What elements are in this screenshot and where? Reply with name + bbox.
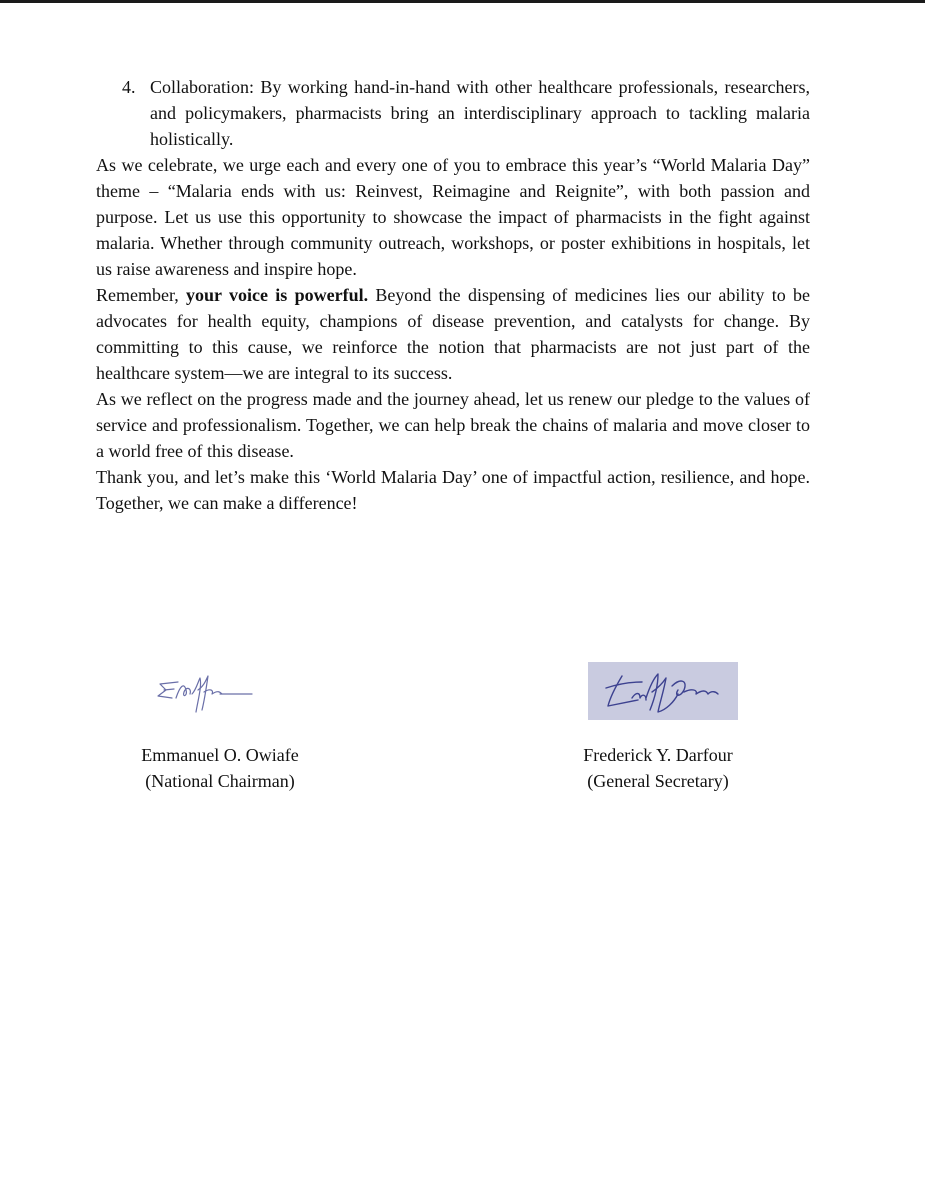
letter-body	[96, 74, 810, 516]
paragraph-theme: As we celebrate, we urge each and every one of you to embrace this year’s “World Malaria Day” theme – “Malaria ends with us: Reinvest, Reimagine and Reignite”, with both passion and purpose. Let us use this opportunity to showcase the impact of pharmacists in the fight against malaria. Whether through community outreach, workshops, or poster exhibitions in hospitals, let us raise awareness and inspire hope.	[96, 155, 810, 279]
signatory-left	[118, 660, 322, 794]
top-border	[0, 0, 925, 3]
signature-right-icon	[588, 662, 738, 720]
list-number: 4.	[122, 77, 136, 97]
signature-left-icon	[148, 660, 258, 730]
paragraph-reflect: As we reflect on the progress made and the journey ahead, let us renew our pledge to the values of service and professionalism. Together, we can help break the chains of malaria and move closer to a world free of this disease.	[96, 389, 810, 461]
signatory-left-name: Emmanuel O. Owiafe	[141, 745, 299, 765]
signatory-left-title: (National Chairman)	[145, 771, 295, 791]
list-item	[122, 74, 810, 152]
signatory-right	[558, 660, 758, 794]
paragraph-thanks: Thank you, and let’s make this ‘World Malaria Day’ one of impactful action, resilience, and hope. Together, we can make a difference!	[96, 467, 810, 513]
paragraph-voice-start: Remember,	[96, 285, 187, 305]
paragraph-voice-emphasis: your voice is powerful.	[186, 285, 369, 305]
paragraph-voice-rest: Beyond the dispensing of medicines lies our ability to be advocates for health equity, champions of disease prevention, and catalysts for change. By committing to this cause, we reinforce the notion that pharmacists are not just part of the healthcare system—we are integral to its success.	[96, 285, 810, 383]
signatory-right-name: Frederick Y. Darfour	[583, 745, 733, 765]
list-item-text: Collaboration: By working hand-in-hand with other healthcare professionals, researchers, and policymakers, pharmacists bring an interdisciplinary approach to tackling malaria holistically.	[150, 77, 810, 149]
signatory-right-title: (General Secretary)	[587, 771, 729, 791]
signatures	[96, 660, 810, 800]
paragraph-voice	[96, 282, 810, 386]
